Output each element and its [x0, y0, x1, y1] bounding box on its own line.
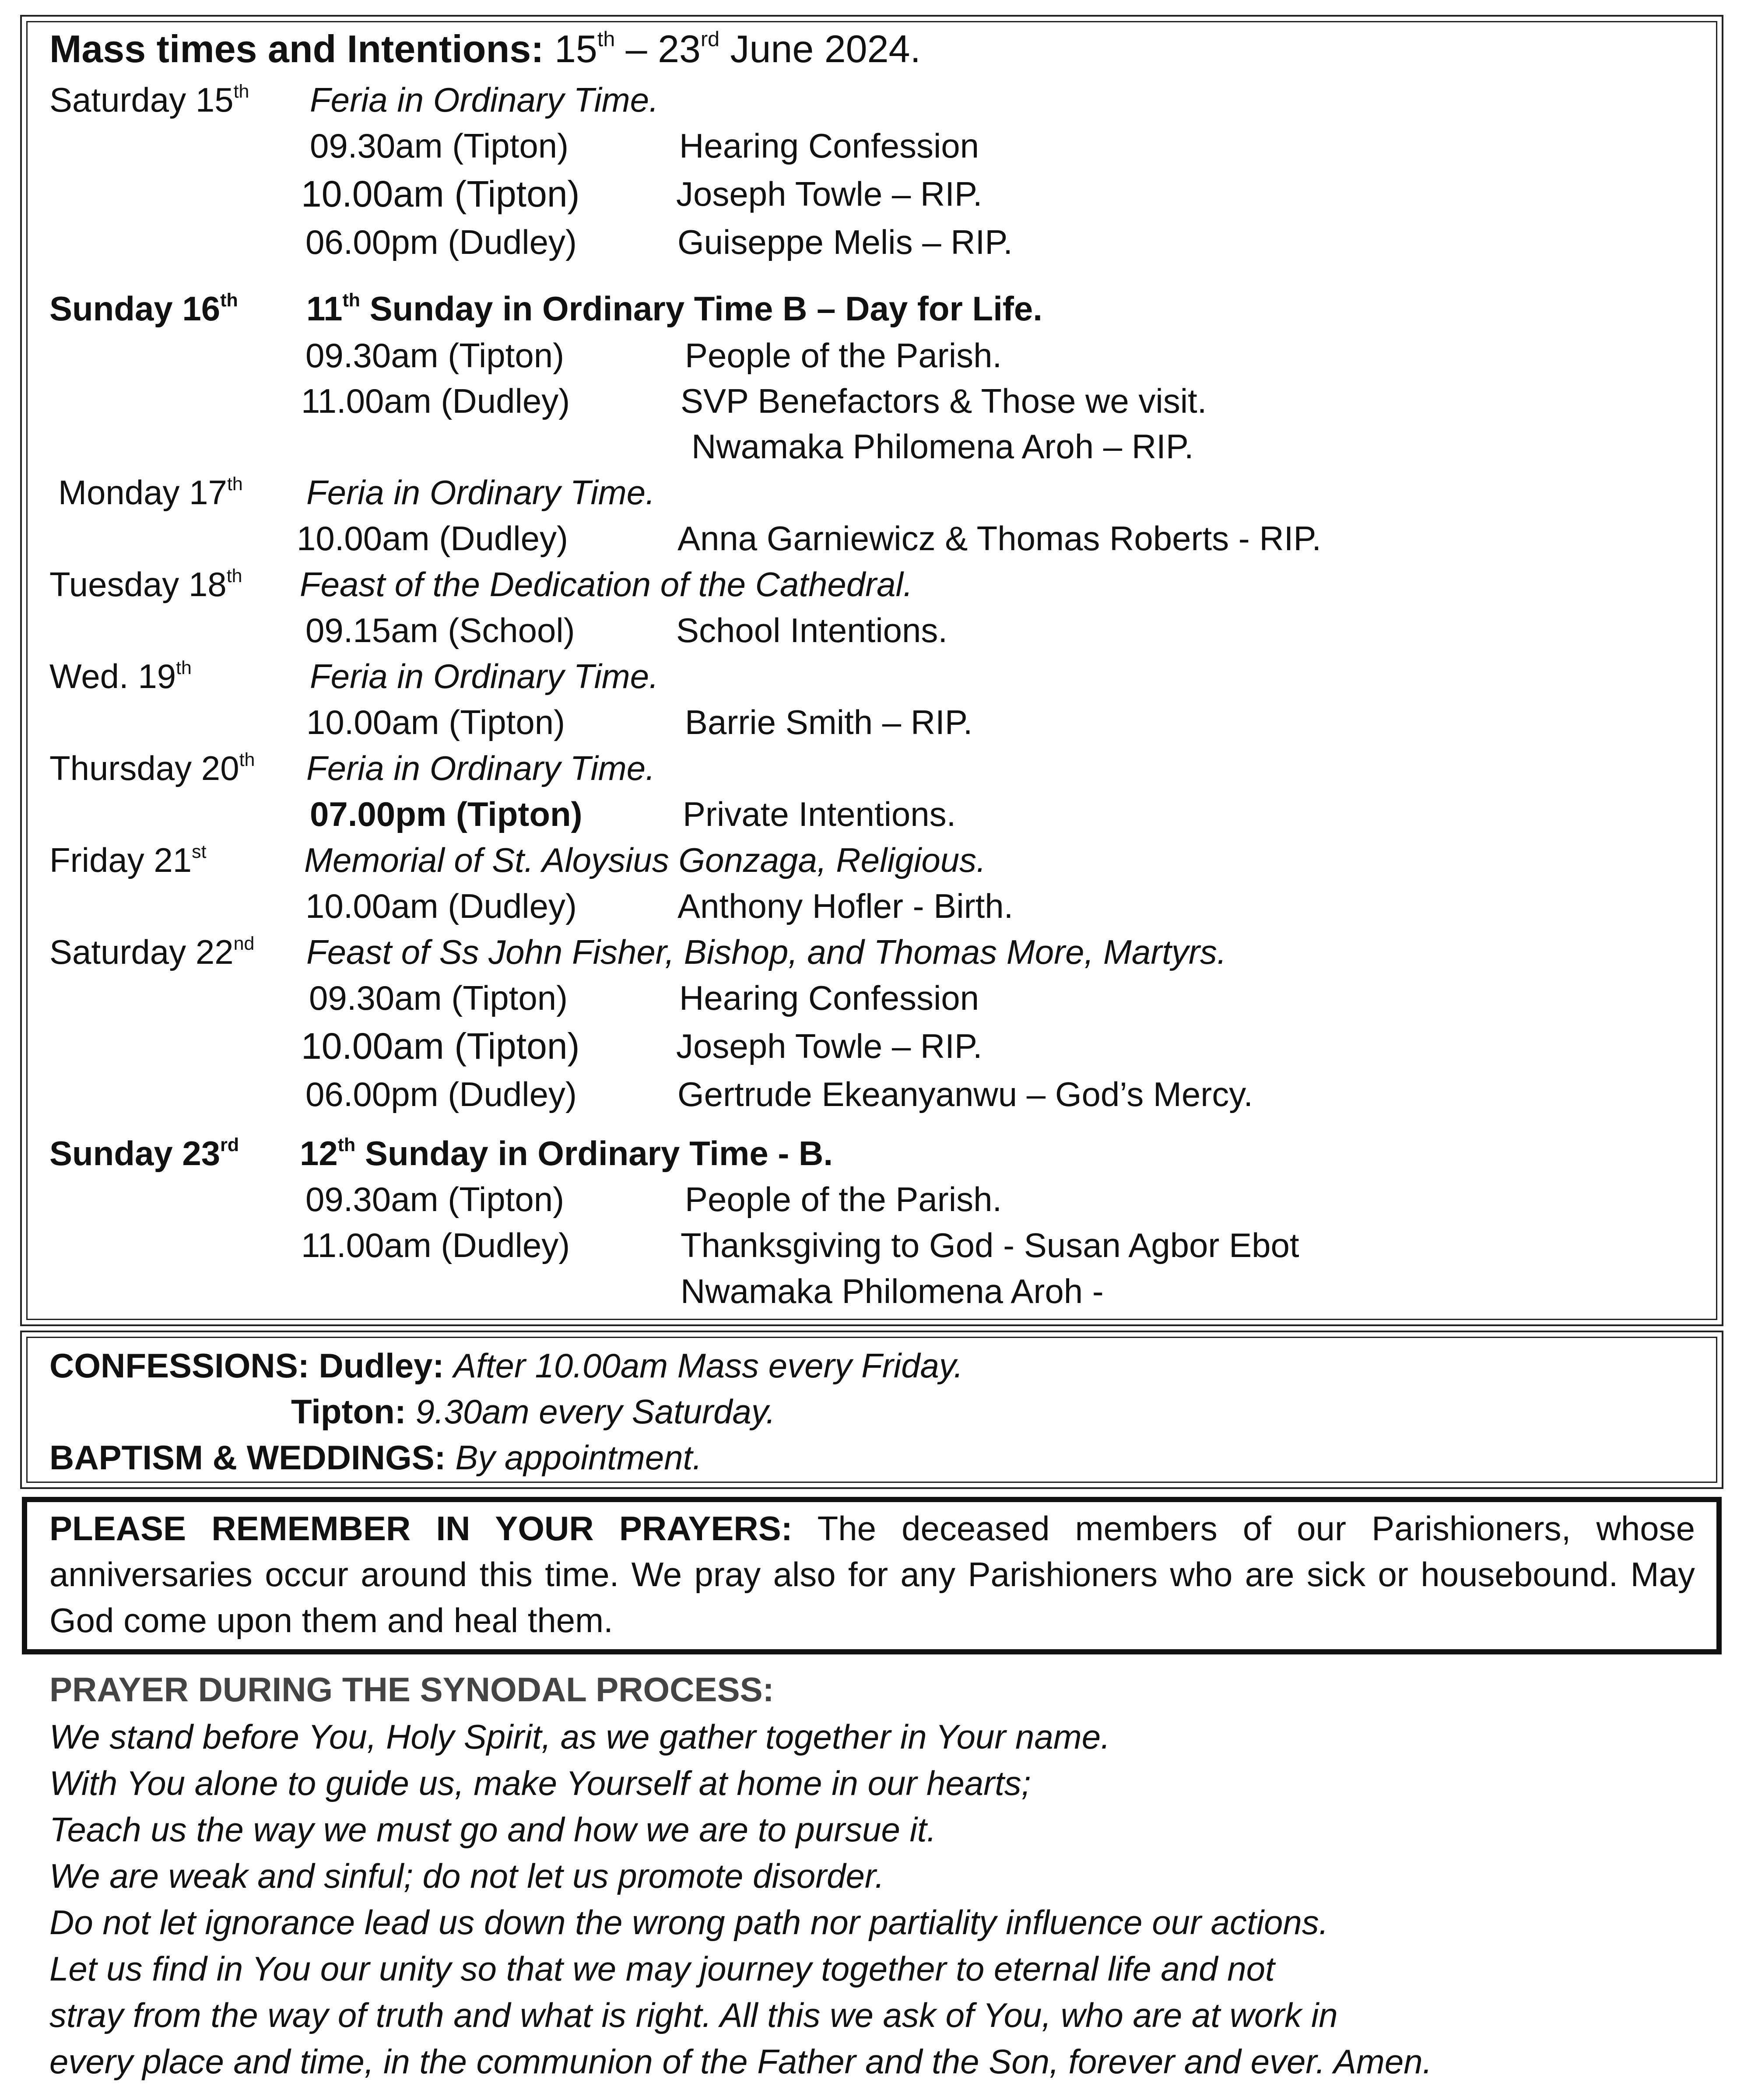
mass-intention: Hearing Confession: [679, 979, 979, 1017]
mass-time: 10.00am (Tipton): [301, 1025, 580, 1067]
dudley-text: After 10.00am Mass every Friday.: [453, 1346, 963, 1385]
prayer-line: We stand before You, Holy Spirit, as we gather together in Your name.: [49, 1717, 1110, 1756]
day-label: Wed. 19th: [49, 657, 192, 695]
day-label: Monday 17th: [58, 473, 243, 512]
feast-label: 12th Sunday in Ordinary Time - B.: [300, 1134, 833, 1173]
baptism-text: By appointment.: [455, 1438, 702, 1477]
mass-time: 10.00am (Dudley): [305, 887, 577, 925]
mass-intention: Private Intentions.: [683, 795, 956, 833]
mass-time: 10.00am (Dudley): [297, 519, 568, 558]
mass-intention: Guiseppe Melis – RIP.: [677, 223, 1013, 261]
mass-time: 09.15am (School): [305, 611, 575, 650]
confessions-tipton-line: [291, 1390, 776, 1433]
day-label: Sunday 16th: [49, 289, 238, 328]
baptism-label: BAPTISM & WEDDINGS:: [49, 1438, 446, 1477]
mass-intention: School Intentions.: [676, 611, 948, 650]
prayer-line: We are weak and sinful; do not let us promote disorder.: [49, 1857, 884, 1895]
feast-label: Feria in Ordinary Time.: [306, 473, 655, 512]
day-label: Sunday 23rd: [49, 1134, 239, 1173]
prayer-line: every place and time, in the communion of the Father and the Son, forever and ever. Amen.: [49, 2042, 1432, 2081]
mass-intention: Nwamaka Philomena Aroh – RIP.: [691, 427, 1194, 466]
mass-title-dates: 15th – 23rd June 2024.: [554, 27, 921, 70]
mass-title: [49, 27, 921, 71]
mass-time: 07.00pm (Tipton): [310, 795, 583, 833]
tipton-text: 9.30am every Saturday.: [415, 1392, 776, 1431]
day-label: Saturday 15th: [49, 81, 249, 119]
mass-intention: Barrie Smith – RIP.: [685, 703, 973, 741]
mass-intention: Nwamaka Philomena Aroh -: [681, 1272, 1104, 1310]
prayer-line: Teach us the way we must go and how we are to pursue it.: [49, 1810, 937, 1849]
mass-intention: Joseph Towle – RIP.: [676, 1027, 983, 1065]
mass-time: 10.00am (Tipton): [306, 703, 565, 741]
tipton-label: Tipton:: [291, 1392, 406, 1431]
mass-time: 11.00am (Dudley): [301, 382, 570, 420]
mass-times-inner-border: [26, 21, 1717, 1320]
prayer-line: With You alone to guide us, make Yourself at home in our hearts;: [49, 1764, 1031, 1802]
feast-label: Feria in Ordinary Time.: [306, 749, 655, 787]
mass-intention: People of the Parish.: [685, 336, 1002, 375]
mass-title-label: Mass times and Intentions:: [49, 27, 544, 70]
mass-time: 11.00am (Dudley): [301, 1226, 570, 1264]
mass-intention: SVP Benefactors & Those we visit.: [681, 382, 1207, 420]
day-label: Tuesday 18th: [49, 565, 242, 604]
mass-time: 09.30am (Tipton): [305, 336, 565, 375]
remember-label: PLEASE REMEMBER IN YOUR PRAYERS:: [49, 1509, 793, 1548]
prayer-line: Do not let ignorance lead us down the wrong path nor partiality influence our actions.: [49, 1903, 1329, 1942]
mass-intention: Gertrude Ekeanyanwu – God’s Mercy.: [677, 1075, 1253, 1113]
prayer-line: Let us find in You our unity so that we may journey together to eternal life and not: [49, 1949, 1275, 1988]
feast-label: Feria in Ordinary Time.: [310, 81, 659, 119]
mass-time: 06.00pm (Dudley): [305, 1075, 577, 1113]
mass-time: 10.00am (Tipton): [301, 173, 580, 214]
day-label: Friday 21st: [49, 841, 207, 879]
mass-intention: Anthony Hofler - Birth.: [677, 887, 1014, 925]
mass-intention: Thanksgiving to God - Susan Agbor Ebot: [681, 1226, 1299, 1264]
remember-paragraph: [49, 1506, 1695, 1643]
baptism-line: [49, 1436, 702, 1479]
feast-label: Feast of the Dedication of the Cathedral.: [300, 565, 913, 604]
confessions-label: CONFESSIONS:: [49, 1346, 309, 1385]
prayer-line: stray from the way of truth and what is right. All this we ask of You, who are at work in: [49, 1996, 1338, 2034]
remember-text: The deceased members of our Parishioners, whose anniversaries occur around this time. We pray also for any Parishioners who are sick or housebound. May God come upon them and heal them.: [49, 1509, 1695, 1640]
mass-time: 09.30am (Tipton): [310, 126, 569, 165]
mass-intention: People of the Parish.: [685, 1180, 1002, 1219]
day-label: Thursday 20th: [49, 749, 255, 787]
confessions-dudley-line: [49, 1344, 963, 1387]
feast-label: Memorial of St. Aloysius Gonzaga, Religious.: [304, 841, 986, 879]
feast-label: 11th Sunday in Ordinary Time B – Day for Life.: [306, 289, 1042, 328]
dudley-label: Dudley:: [319, 1346, 444, 1385]
feast-label: Feast of Ss John Fisher, Bishop, and Thomas More, Martyrs.: [306, 933, 1227, 971]
synodal-title: PRAYER DURING THE SYNODAL PROCESS:: [49, 1670, 774, 1709]
mass-intention: Anna Garniewicz & Thomas Roberts - RIP.: [677, 519, 1322, 558]
feast-label: Feria in Ordinary Time.: [310, 657, 659, 695]
day-label: Saturday 22nd: [49, 933, 255, 971]
mass-intention: Hearing Confession: [679, 126, 979, 165]
mass-time: 09.30am (Tipton): [305, 1180, 565, 1219]
mass-time: 06.00pm (Dudley): [305, 223, 577, 261]
mass-time: 09.30am (Tipton): [309, 979, 568, 1017]
mass-intention: Joseph Towle – RIP.: [676, 175, 983, 213]
